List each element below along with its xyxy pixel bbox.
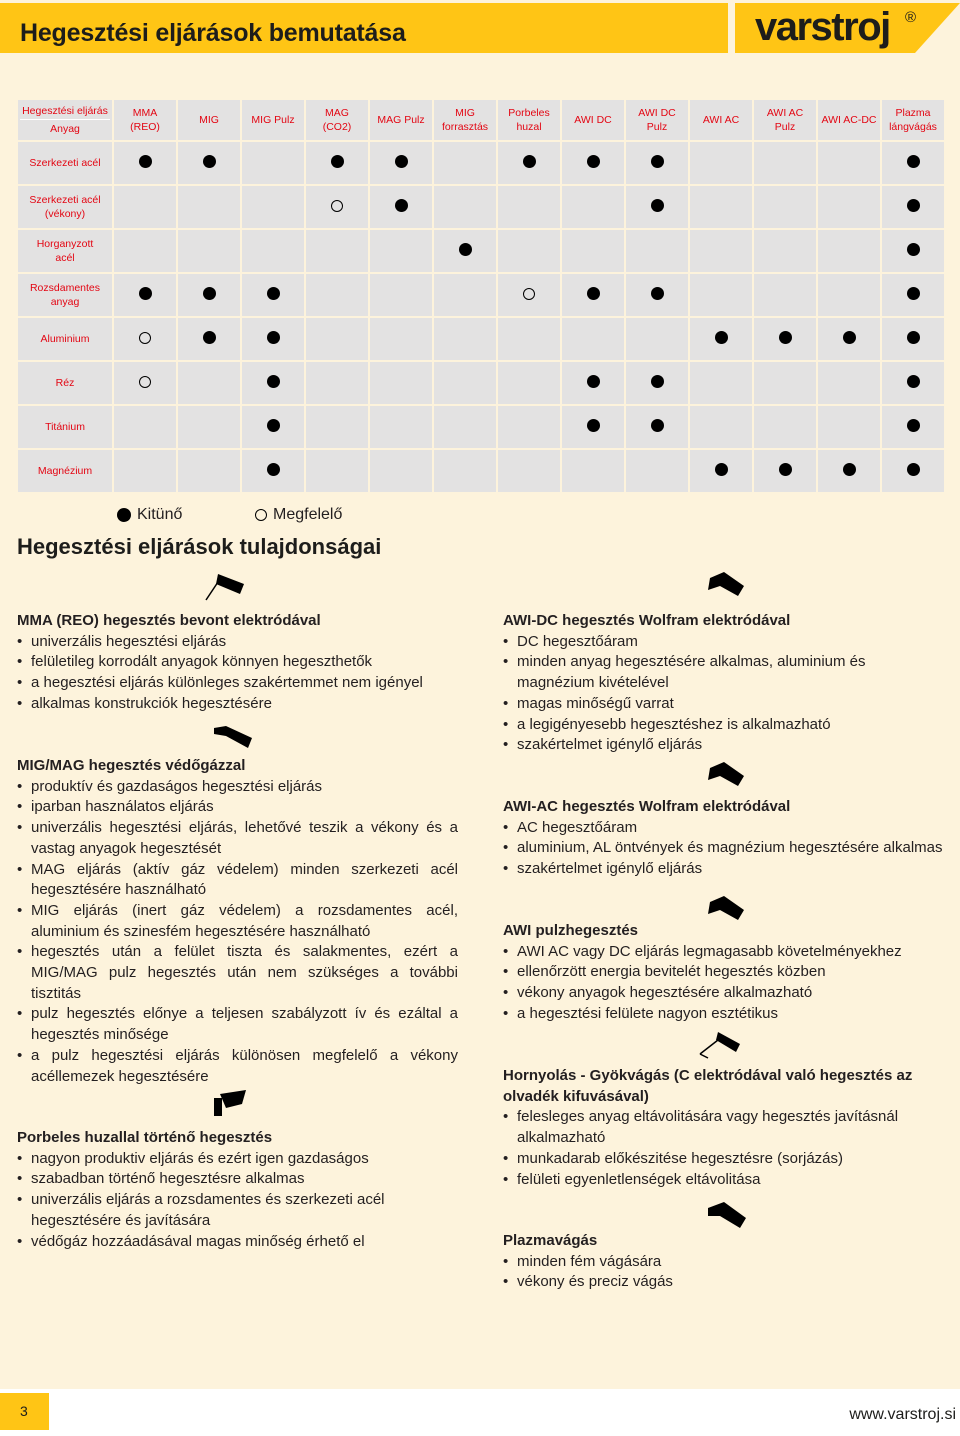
column-header-line: Pulz — [774, 121, 796, 133]
row-header-line: (vékony) — [44, 208, 86, 220]
row-header — [18, 186, 112, 228]
row-header — [18, 406, 112, 448]
column-header — [306, 100, 368, 140]
section-mma — [17, 611, 458, 715]
process-material-table — [16, 98, 946, 494]
column-header — [114, 100, 176, 140]
section-awi-ac-list — [503, 818, 948, 880]
corner-divider — [20, 119, 110, 120]
table-cell — [498, 274, 560, 316]
table-cell — [370, 274, 432, 316]
row-header — [18, 142, 112, 184]
filled-circle-icon — [651, 199, 664, 212]
section-flux-core — [17, 1128, 458, 1252]
table-cell — [306, 186, 368, 228]
column-header-line: MAG — [325, 107, 349, 119]
tig-torch-icon — [702, 570, 748, 604]
table-cell — [434, 142, 496, 184]
row-header-line: Aluminium — [40, 333, 90, 345]
filled-circle-icon — [907, 287, 920, 300]
filled-circle-icon — [139, 287, 152, 300]
table-cell — [818, 230, 880, 272]
table-cell — [370, 450, 432, 492]
filled-circle-icon — [139, 155, 152, 168]
filled-circle-icon — [907, 463, 920, 476]
table-cell — [114, 186, 176, 228]
section-awi-ac-title: AWI-AC hegesztés Wolfram elektródával — [503, 798, 791, 815]
open-circle-icon — [331, 200, 343, 212]
filled-circle-icon — [267, 331, 280, 344]
open-circle-icon — [255, 509, 267, 521]
section-awi-dc-title: AWI-DC hegesztés Wolfram elektródával — [503, 612, 791, 629]
table-cell — [242, 318, 304, 360]
filled-circle-icon — [459, 243, 472, 256]
table-cell — [114, 362, 176, 404]
filled-circle-icon — [907, 243, 920, 256]
section-gouging-list — [503, 1107, 945, 1190]
table-cell — [434, 274, 496, 316]
filled-circle-icon — [523, 155, 536, 168]
table-cell — [882, 230, 944, 272]
list-item: • felületileg korrodált anyagok könnyen hegeszthetők — [17, 652, 458, 673]
filled-circle-icon — [267, 419, 280, 432]
table-cell — [306, 142, 368, 184]
table-row — [18, 362, 944, 404]
table-cell — [626, 362, 688, 404]
list-item: • szakértelmet igénylő eljárás — [503, 859, 948, 880]
list-item: • hegesztés után a felület tiszta és salakmentes, ezért a MIG/MAG pulz hegesztés után nem szükséges a további tisztitás — [17, 942, 458, 1004]
column-header-line: (CO2) — [322, 121, 352, 133]
table-cell — [882, 186, 944, 228]
table-row — [18, 450, 944, 492]
column-header-line: Porbeles — [508, 107, 550, 119]
section-mma-list — [17, 632, 458, 715]
list-item: • DC hegesztőáram — [503, 632, 945, 653]
list-item: • minden fém vágására — [503, 1252, 945, 1273]
table-cell — [498, 186, 560, 228]
table-cell — [754, 406, 816, 448]
legend-label-excellent: Kitünő — [137, 506, 183, 523]
column-header-line: AWI AC — [766, 107, 804, 119]
row-header-line: Szerkezeti acél — [29, 157, 101, 169]
table-corner-cell — [18, 100, 112, 140]
table-cell — [498, 406, 560, 448]
table-cell — [498, 450, 560, 492]
list-item: • vékony és preciz vágás — [503, 1272, 945, 1293]
column-header — [370, 100, 432, 140]
column-header-line: forrasztás — [441, 121, 489, 133]
table-cell — [882, 362, 944, 404]
row-header-line: Réz — [55, 377, 75, 389]
table-cell — [690, 450, 752, 492]
table-row — [18, 274, 944, 316]
table-cell — [818, 318, 880, 360]
table-row — [18, 230, 944, 272]
list-item: • AWI AC vagy DC eljárás legmagasabb követelményekhez — [503, 942, 945, 963]
table-cell — [882, 450, 944, 492]
row-header-line: Horganyzott — [36, 238, 94, 250]
page-number-box — [0, 1393, 49, 1430]
table-cell — [498, 142, 560, 184]
table-cell — [434, 318, 496, 360]
filled-circle-icon — [779, 463, 792, 476]
table-cell — [562, 274, 624, 316]
list-item: • nagyon produktiv eljárás és ezért igen gazdaságos — [17, 1149, 458, 1170]
section-mma-title: MMA (REO) hegesztés bevont elektródával — [17, 612, 321, 629]
table-cell — [626, 186, 688, 228]
table-cell — [754, 450, 816, 492]
table-cell — [626, 450, 688, 492]
table-cell — [818, 450, 880, 492]
open-circle-icon — [523, 288, 535, 300]
column-header-line: lángvágás — [889, 121, 937, 133]
row-header — [18, 450, 112, 492]
row-header — [18, 230, 112, 272]
table-cell — [690, 142, 752, 184]
list-item: • szakértelmet igénylő eljárás — [503, 735, 945, 756]
table-cell — [818, 406, 880, 448]
column-header-line: huzal — [516, 121, 542, 133]
column-header — [178, 100, 240, 140]
column-header-line: Pulz — [646, 121, 668, 133]
filled-circle-icon — [651, 155, 664, 168]
table-cell — [178, 230, 240, 272]
column-header — [626, 100, 688, 140]
list-item: • AC hegesztőáram — [503, 818, 948, 839]
logo-text: varstroj — [755, 5, 890, 49]
website-link[interactable]: www.varstroj.si — [849, 1406, 956, 1423]
table-cell — [818, 274, 880, 316]
table-cell — [306, 318, 368, 360]
flux-core-torch-icon — [206, 1084, 250, 1120]
section-awi-pulse-title: AWI pulzhegesztés — [503, 922, 639, 939]
electrode-holder-icon — [204, 570, 254, 604]
table-cell — [562, 230, 624, 272]
table-cell — [690, 186, 752, 228]
list-item: • a hegesztési eljárás különleges szakértemmet nem igényel — [17, 673, 458, 694]
filled-circle-icon — [907, 331, 920, 344]
footer-band — [0, 1389, 960, 1436]
row-header — [18, 362, 112, 404]
page-number: 3 — [20, 1403, 28, 1419]
tig-torch-icon-ac — [702, 760, 748, 794]
section-awi-pulse-list — [503, 942, 945, 1025]
row-header-line: Titánium — [45, 421, 85, 433]
mig-torch-icon — [212, 722, 256, 752]
filled-circle-icon — [651, 419, 664, 432]
row-header-line: Szerkezeti acél — [29, 194, 101, 206]
column-header — [498, 100, 560, 140]
list-item: • munkadarab előkészitése hegesztésre (sorjázás) — [503, 1149, 945, 1170]
filled-circle-icon — [267, 463, 280, 476]
page-title: Hegesztési eljárások bemutatása — [20, 19, 406, 47]
list-item: • vékony anyagok hegesztésére alkalmazható — [503, 983, 945, 1004]
section-plasma-title: Plazmavágás — [503, 1232, 598, 1249]
table-cell — [178, 362, 240, 404]
list-item: • MAG eljárás (aktív gáz védelem) minden szerkezeti acél hegesztésére használható — [17, 860, 458, 901]
filled-circle-icon — [267, 287, 280, 300]
filled-circle-icon — [843, 331, 856, 344]
table-cell — [178, 274, 240, 316]
header-band — [0, 3, 728, 53]
table-cell — [562, 186, 624, 228]
table-cell — [242, 186, 304, 228]
row-header-line: Magnézium — [37, 465, 93, 477]
plasma-torch-icon — [704, 1200, 748, 1232]
table-cell — [626, 142, 688, 184]
table-cell — [434, 406, 496, 448]
filled-circle-icon — [203, 287, 216, 300]
section-plasma-list — [503, 1252, 945, 1293]
filled-circle-icon — [395, 199, 408, 212]
table-cell — [754, 142, 816, 184]
column-header-line: (REO) — [130, 121, 160, 133]
table-cell — [498, 230, 560, 272]
legend-item-excellent — [117, 506, 182, 524]
section-awi-dc — [503, 611, 945, 756]
table-cell — [178, 450, 240, 492]
open-circle-icon — [139, 332, 151, 344]
table-cell — [754, 230, 816, 272]
table-cell — [626, 230, 688, 272]
table-cell — [562, 318, 624, 360]
table-row — [18, 406, 944, 448]
row-header-line: acél — [55, 252, 75, 264]
table-cell — [370, 406, 432, 448]
corner-material-label: Anyag — [50, 123, 80, 135]
list-item: • produktív és gazdaságos hegesztési eljárás — [17, 777, 458, 798]
column-header-line: MIG Pulz — [251, 114, 295, 126]
table-cell — [114, 450, 176, 492]
table-cell — [178, 142, 240, 184]
table-row — [18, 142, 944, 184]
filled-circle-icon — [651, 375, 664, 388]
column-header — [818, 100, 880, 140]
section-awi-dc-list — [503, 632, 945, 756]
table-cell — [306, 362, 368, 404]
row-header-line: anyag — [50, 296, 80, 308]
table-cell — [562, 406, 624, 448]
section-awi-ac — [503, 797, 948, 880]
section-mig-mag — [17, 756, 458, 1087]
table-cell — [626, 274, 688, 316]
corner-process-label: Hegesztési eljárás — [22, 105, 108, 117]
column-header-line: MMA — [132, 107, 158, 119]
list-item: • univerzális eljárás a rozsdamentes és szerkezeti acél hegesztésére és javítására — [17, 1190, 458, 1231]
table-cell — [242, 406, 304, 448]
filled-circle-icon — [715, 331, 728, 344]
table-cell — [370, 142, 432, 184]
list-item: • iparban használatos eljárás — [17, 797, 458, 818]
column-header-line: AWI AC-DC — [821, 114, 877, 126]
table-cell — [882, 142, 944, 184]
column-header — [690, 100, 752, 140]
section-plasma — [503, 1231, 945, 1293]
filled-circle-icon — [267, 375, 280, 388]
column-header-line: MIG — [455, 107, 475, 119]
table-row — [18, 186, 944, 228]
filled-circle-icon — [587, 419, 600, 432]
table-cell — [882, 318, 944, 360]
table-cell — [242, 274, 304, 316]
filled-circle-icon — [587, 155, 600, 168]
list-item: • aluminium, AL öntvények és magnézium hegesztésére alkalmas — [503, 838, 948, 859]
table-cell — [242, 362, 304, 404]
table-cell — [370, 186, 432, 228]
column-header-line: MIG — [199, 114, 219, 126]
list-item: • felesleges anyag eltávolitására vagy hegesztés javításnál alkalmazható — [503, 1107, 945, 1148]
table-cell — [754, 274, 816, 316]
filled-circle-icon — [331, 155, 344, 168]
section-flux-core-title: Porbeles huzallal történő hegesztés — [17, 1129, 273, 1146]
table-row — [18, 318, 944, 360]
filled-circle-icon — [907, 375, 920, 388]
table-cell — [690, 362, 752, 404]
table-cell — [114, 318, 176, 360]
filled-circle-icon — [779, 331, 792, 344]
table-cell — [242, 142, 304, 184]
column-header — [434, 100, 496, 140]
filled-circle-icon — [395, 155, 408, 168]
filled-circle-icon — [907, 155, 920, 168]
column-header-line: MAG Pulz — [377, 114, 425, 126]
list-item: • univerzális hegesztési eljárás, lehetővé teszik a vékony és a vastag anyagok hegesztését — [17, 818, 458, 859]
column-header — [882, 100, 944, 140]
legend-label-suitable: Megfelelő — [273, 506, 343, 523]
table-cell — [754, 318, 816, 360]
column-header-line: AWI AC — [702, 114, 740, 126]
list-item: • pulz hegesztés előnye a teljesen szabályzott ív és ezáltal a hegesztés minősége — [17, 1004, 458, 1045]
table-cell — [882, 274, 944, 316]
filled-circle-icon — [203, 331, 216, 344]
table-cell — [690, 274, 752, 316]
table-cell — [818, 362, 880, 404]
table-cell — [178, 406, 240, 448]
table-cell — [178, 186, 240, 228]
table-cell — [306, 274, 368, 316]
table-cell — [178, 318, 240, 360]
section-mig-mag-list — [17, 777, 458, 1088]
table-cell — [370, 230, 432, 272]
table-header-row — [18, 100, 944, 140]
open-circle-icon — [139, 376, 151, 388]
section-gouging — [503, 1066, 945, 1190]
column-header — [754, 100, 816, 140]
list-item: • védőgáz hozzáadásával magas minőség érhető el — [17, 1232, 458, 1253]
list-item: • felületi egyenletlenségek eltávolitása — [503, 1170, 945, 1191]
table-cell — [498, 362, 560, 404]
registered-mark: ® — [905, 9, 917, 26]
list-item: • szabadban történő hegesztésre alkalmas — [17, 1169, 458, 1190]
filled-circle-icon — [843, 463, 856, 476]
column-header — [242, 100, 304, 140]
row-header-line: Rozsdamentes — [29, 282, 101, 294]
table-cell — [818, 186, 880, 228]
table-cell — [114, 142, 176, 184]
table-cell — [562, 142, 624, 184]
table-cell — [242, 450, 304, 492]
column-header — [562, 100, 624, 140]
row-header — [18, 274, 112, 316]
legend-item-suitable — [255, 506, 342, 524]
filled-circle-icon — [587, 287, 600, 300]
section-awi-pulse — [503, 921, 945, 1025]
list-item: • a pulz hegesztési eljárás különösen megfelelő a vékony acéllemezek hegesztésére — [17, 1046, 458, 1087]
filled-circle-icon — [203, 155, 216, 168]
list-item: • minden anyag hegesztésére alkalmas, aluminium és magnézium kivételével — [503, 652, 945, 693]
list-item: • a hegesztési felülete nagyon esztétikus — [503, 1004, 945, 1025]
section-mig-mag-title: MIG/MAG hegesztés védőgázzal — [17, 757, 246, 774]
filled-circle-icon — [907, 199, 920, 212]
list-item: • magas minőségű varrat — [503, 694, 945, 715]
table-cell — [690, 318, 752, 360]
table-cell — [818, 142, 880, 184]
gouging-torch-icon — [696, 1030, 744, 1062]
list-item: • alkalmas konstrukciók hegesztésére — [17, 694, 458, 715]
column-header-line: Plazma — [895, 107, 931, 119]
table-cell — [242, 230, 304, 272]
filled-circle-icon — [117, 508, 131, 522]
section-flux-core-list — [17, 1149, 458, 1253]
table-cell — [434, 230, 496, 272]
table-cell — [370, 362, 432, 404]
filled-circle-icon — [715, 463, 728, 476]
list-item: • a legigényesebb hegesztéshez is alkalmazható — [503, 715, 945, 736]
table-cell — [114, 230, 176, 272]
table-cell — [690, 406, 752, 448]
row-header — [18, 318, 112, 360]
table-cell — [498, 318, 560, 360]
filled-circle-icon — [587, 375, 600, 388]
section-gouging-title: Hornyolás - Gyökvágás (C elektródával való hegesztés az olvadék kifuvásával) — [503, 1067, 913, 1105]
table-cell — [114, 406, 176, 448]
table-cell — [306, 406, 368, 448]
table-cell — [434, 450, 496, 492]
table-cell — [626, 318, 688, 360]
table-cell — [370, 318, 432, 360]
column-header-line: AWI DC — [574, 114, 612, 126]
table-cell — [434, 362, 496, 404]
table-cell — [882, 406, 944, 448]
table-cell — [434, 186, 496, 228]
list-item: • ellenőrzött energia bevitelét hegesztés közben — [503, 962, 945, 983]
table-cell — [306, 450, 368, 492]
section-title: Hegesztési eljárások tulajdonságai — [17, 534, 382, 559]
list-item: • univerzális hegesztési eljárás — [17, 632, 458, 653]
table-cell — [562, 450, 624, 492]
logo — [735, 3, 960, 53]
filled-circle-icon — [907, 419, 920, 432]
table-cell — [690, 230, 752, 272]
column-header-line: AWI DC — [638, 107, 676, 119]
table-cell — [562, 362, 624, 404]
list-item: • MIG eljárás (inert gáz védelem) a rozsdamentes acél, aluminium és szinesfém hegesztésére használható — [17, 901, 458, 942]
table-cell — [754, 186, 816, 228]
table-cell — [754, 362, 816, 404]
filled-circle-icon — [651, 287, 664, 300]
table-cell — [114, 274, 176, 316]
table-cell — [626, 406, 688, 448]
table-cell — [306, 230, 368, 272]
